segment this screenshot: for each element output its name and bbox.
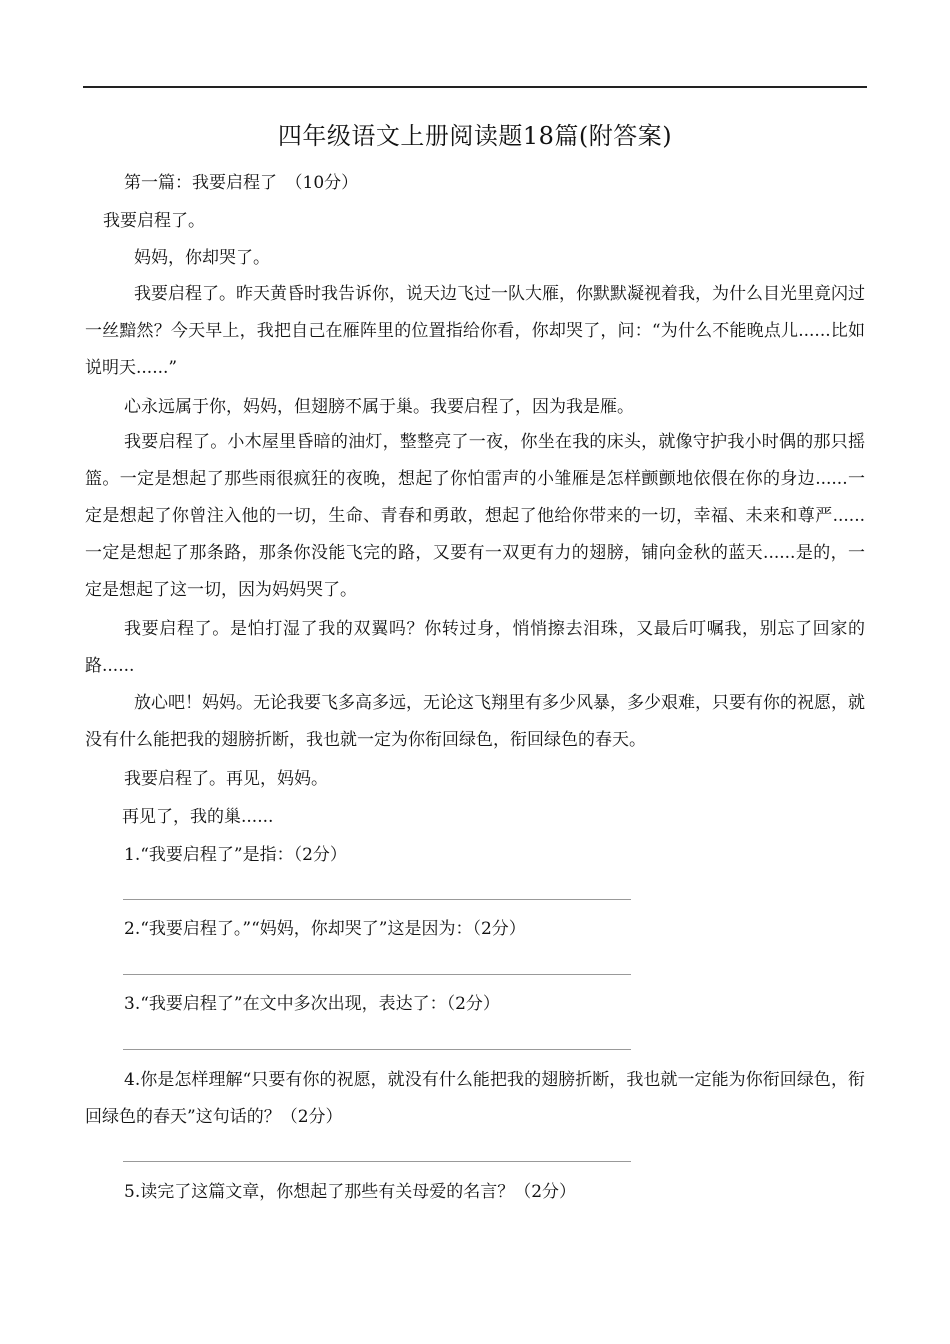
question-2: 2.“我要启程了。”“妈妈，你却哭了”这是因为：（2分） <box>124 919 526 939</box>
question-4: 4.你是怎样理解“只要有你的祝愿，就没有什么能把我的翅膀折断，我也就一定能为你衔回绿色，衔回绿色的春天”这句话的？（2分） <box>85 1070 865 1127</box>
question-1: 1.“我要启程了”是指：（2分） <box>124 845 347 865</box>
answer-line-3[interactable] <box>123 1049 631 1050</box>
paragraph-9: 再见了，我的巢...... <box>122 807 274 827</box>
answer-line-1[interactable] <box>123 899 631 900</box>
paragraph-3: 我要启程了。昨天黄昏时我告诉你，说天边飞过一队大雁，你默默凝视着我，为什么目光里竟闪过一丝黯然？今天早上，我把自己在雁阵里的位置指给你看，你却哭了，问：“为什么不能晚点儿......比如说明天......” <box>85 284 865 378</box>
paragraph-2: 妈妈，你却哭了。 <box>134 248 270 268</box>
question-5: 5.读完了这篇文章，你想起了那些有关母爱的名言？（2分） <box>124 1182 577 1202</box>
paragraph-6: 我要启程了。是怕打湿了我的双翼吗？你转过身，悄悄擦去泪珠，又最后叮嘱我，别忘了回家的路...... <box>85 619 865 676</box>
section-heading: 第一篇：我要启程了 （10分） <box>124 173 359 193</box>
question-3: 3.“我要启程了”在文中多次出现，表达了：（2分） <box>124 994 500 1014</box>
answer-line-4[interactable] <box>123 1161 631 1162</box>
paragraph-5: 我要启程了。小木屋里昏暗的油灯，整整亮了一夜，你坐在我的床头，就像守护我小时偶的那只摇篮。一定是想起了那些雨很疯狂的夜晚，想起了你怕雷声的小雏雁是怎样颤颤地依偎在你的身边......一定是想起了你曾注入他的一切，生命、青春和勇敢，想起了他给你带来的一切，幸福、未来和尊严......一定是想起了那条路，那条你没能飞完的路，又要有一双更有力的翅膀，铺向金秋的蓝天......是的，一定是想起了这一切，因为妈妈哭了。 <box>85 432 865 600</box>
header-rule <box>83 86 867 88</box>
paragraph-1: 我要启程了。 <box>103 211 205 231</box>
paragraph-8: 我要启程了。再见，妈妈。 <box>124 769 328 789</box>
paragraph-4: 心永远属于你，妈妈，但翅膀不属于巢。我要启程了，因为我是雁。 <box>124 397 634 417</box>
page-title: 四年级语文上册阅读题18篇(附答案) <box>277 122 673 150</box>
paragraph-7: 放心吧！妈妈。无论我要飞多高多远，无论这飞翔里有多少风暴，多少艰难，只要有你的祝愿，就没有什么能把我的翅膀折断，我也就一定为你衔回绿色，衔回绿色的春天。 <box>85 693 865 750</box>
answer-line-2[interactable] <box>123 974 631 975</box>
